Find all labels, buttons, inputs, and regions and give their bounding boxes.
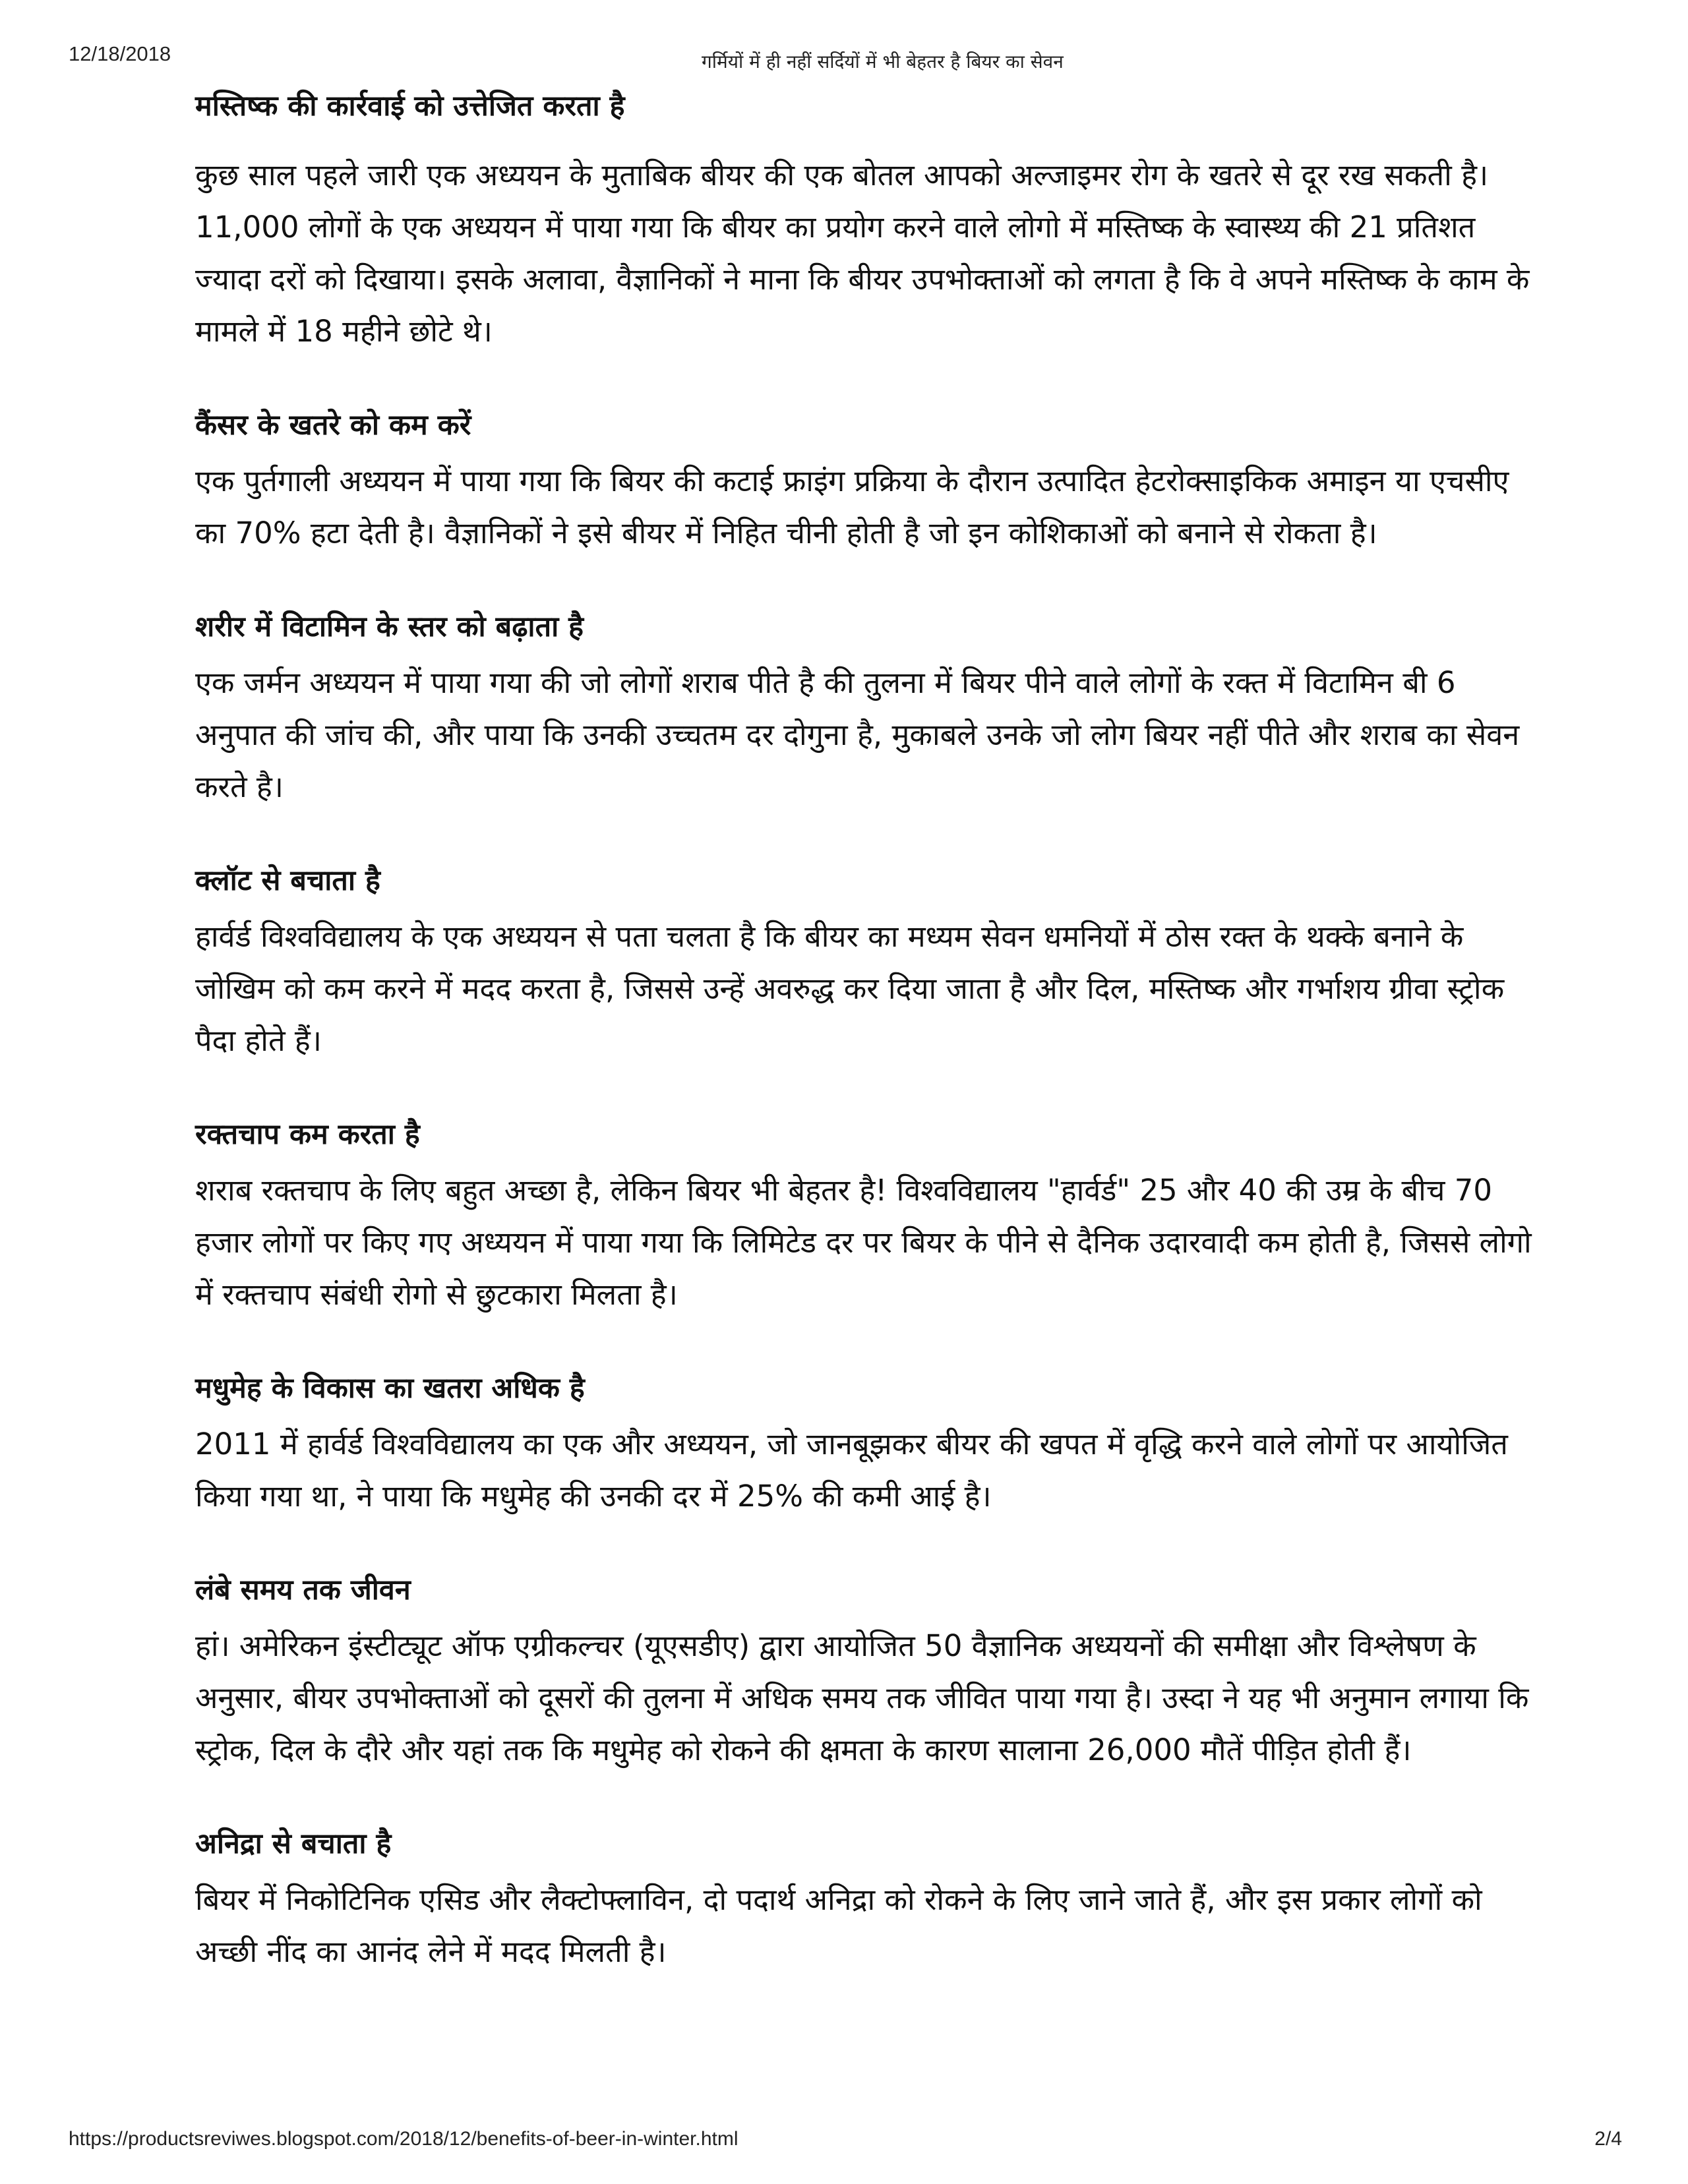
section-paragraph: 2011 में हार्वर्ड विश्वविद्यालय का एक और अध्ययन, जो जानबूझकर बीयर की खपत में वृद्धि करने वाले लोगों पर आयोजित किया गया था, ने पाया कि मधुमेह की उनकी दर में 25% की कमी आई है।: [195, 1427, 1508, 1514]
section-paragraph: हां। अमेरिकन इंस्टीट्यूट ऑफ एग्रीकल्चर (यूएसडीए) द्वारा आयोजित 50 वैज्ञानिक अध्ययनों की समीक्षा और विश्लेषण के अनुसार, बीयर उपभोक्ताओं को दूसरों की तुलना में अधिक समय तक जीवित पाया गया है। उस्दा ने यह भी अनुमान लगाया कि स्ट्रोक, दिल के दौरे और यहां तक कि मधुमेह को रोकने की क्षमता के कारण सालाना 26,000 मौतें पीड़ित होती हैं।: [195, 1628, 1529, 1767]
section-paragraph: एक पुर्तगाली अध्ययन में पाया गया कि बियर की कटाई फ्राइंग प्रक्रिया के दौरान उत्पादित हेटरोक्साइकिक अमाइन या एचसीए का 70% हटा देती है। वैज्ञानिकों ने इसे बीयर में निहित चीनी होती है जो इन कोशिकाओं को बनाने से रोकता है।: [195, 463, 1509, 550]
page-footer: [69, 2128, 1622, 2161]
page-header: [69, 40, 1622, 79]
section-heading: अनिद्रा से बचाता है: [195, 1827, 392, 1860]
section-heading: क्लॉट से बचाता है: [195, 864, 380, 897]
section-heading: कैंसर के खतरे को कम करें: [195, 409, 471, 442]
section-heading: रक्तचाप कम करता है: [195, 1118, 420, 1151]
print-date: 12/18/2018: [69, 42, 171, 65]
section-insomnia: [195, 1823, 1540, 1978]
section-paragraph: हार्वर्ड विश्वविद्यालय के एक अध्ययन से पता चलता है कि बीयर का मध्यम सेवन धमनियों में ठोस रक्त के थक्के बनाने के जोखिम को कम करने में मदद करता है, जिससे उन्हें अवरुद्ध कर दिया जाता है और दिल, मस्तिष्क और गर्भाशय ग्रीवा स्ट्रोक पैदा होते हैं।: [195, 919, 1505, 1058]
section-heading: लंबे समय तक जीवन: [195, 1574, 411, 1607]
section-diabetes: [195, 1368, 1540, 1522]
section-paragraph: शराब रक्तचाप के लिए बहुत अच्छा है, लेकिन बियर भी बेहतर है! विश्वविद्यालय "हार्वर्ड" 25 और 40 की उम्र के बीच 70 हजार लोगों पर किए गए अध्ययन में पाया गया कि लिमिटेड दर पर बियर के पीने से दैनिक उदारवादी कम होती है, जिससे लोगो में रक्तचाप संबंधी रोगो से छुटकारा मिलता है।: [195, 1173, 1532, 1312]
section-longevity: [195, 1570, 1540, 1776]
section-clot: [195, 860, 1540, 1067]
page-url: https://productsreviwes.blogspot.com/2018/12/benefits-of-beer-in-winter.html: [69, 2128, 738, 2150]
section-heading: मस्तिष्क की कार्रवाई को उत्तेजित करता है: [195, 90, 625, 123]
section-cancer: [195, 405, 1540, 559]
section-paragraph: बियर में निकोटिनिक एसिड और लैक्टोफ्लाविन, दो पदार्थ अनिद्रा को रोकने के लिए जाने जाते हैं, और इस प्रकार लोगों को अच्छी नींद का आनंद लेने में मदद मिलती है।: [195, 1882, 1482, 1969]
section-heading: शरीर में विटामिन के स्तर को बढ़ाता है: [195, 610, 584, 643]
section-paragraph: कुछ साल पहले जारी एक अध्ययन के मुताबिक बीयर की एक बोतल आपको अल्जाइमर रोग के खतरे से दूर रख सकती है। 11,000 लोगों के एक अध्ययन में पाया गया कि बीयर का प्रयोग करने वाले लोगो में मस्तिष्क के स्वास्थ्य की 21 प्रतिशत ज्यादा दरों को दिखाया। इसके अलावा, वैज्ञानिकों ने माना कि बीयर उपभोक्ताओं को लगता है कि वे अपने मस्तिष्क के काम के मामले में 18 महीने छोटे थे।: [195, 158, 1530, 349]
article-content: [195, 86, 1540, 2025]
section-vitamin: [195, 606, 1540, 813]
section-brain: [195, 86, 1540, 357]
document-title: गर्मियों में ही नहीं सर्दियों में भी बेहतर है बियर का सेवन: [702, 51, 1064, 73]
page-number: 2/4: [1594, 2128, 1622, 2150]
section-blood-pressure: [195, 1114, 1540, 1320]
section-heading: मधुमेह के विकास का खतरा अधिक है: [195, 1372, 585, 1405]
section-paragraph: एक जर्मन अध्ययन में पाया गया की जो लोगों शराब पीते है की तुलना में बियर पीने वाले लोगों के रक्त में विटामिन बी 6 अनुपात की जांच की, और पाया कि उनकी उच्चतम दर दोगुना है, मुकाबले उनके जो लोग बियर नहीं पीते और शराब का सेवन करते है।: [195, 665, 1520, 804]
